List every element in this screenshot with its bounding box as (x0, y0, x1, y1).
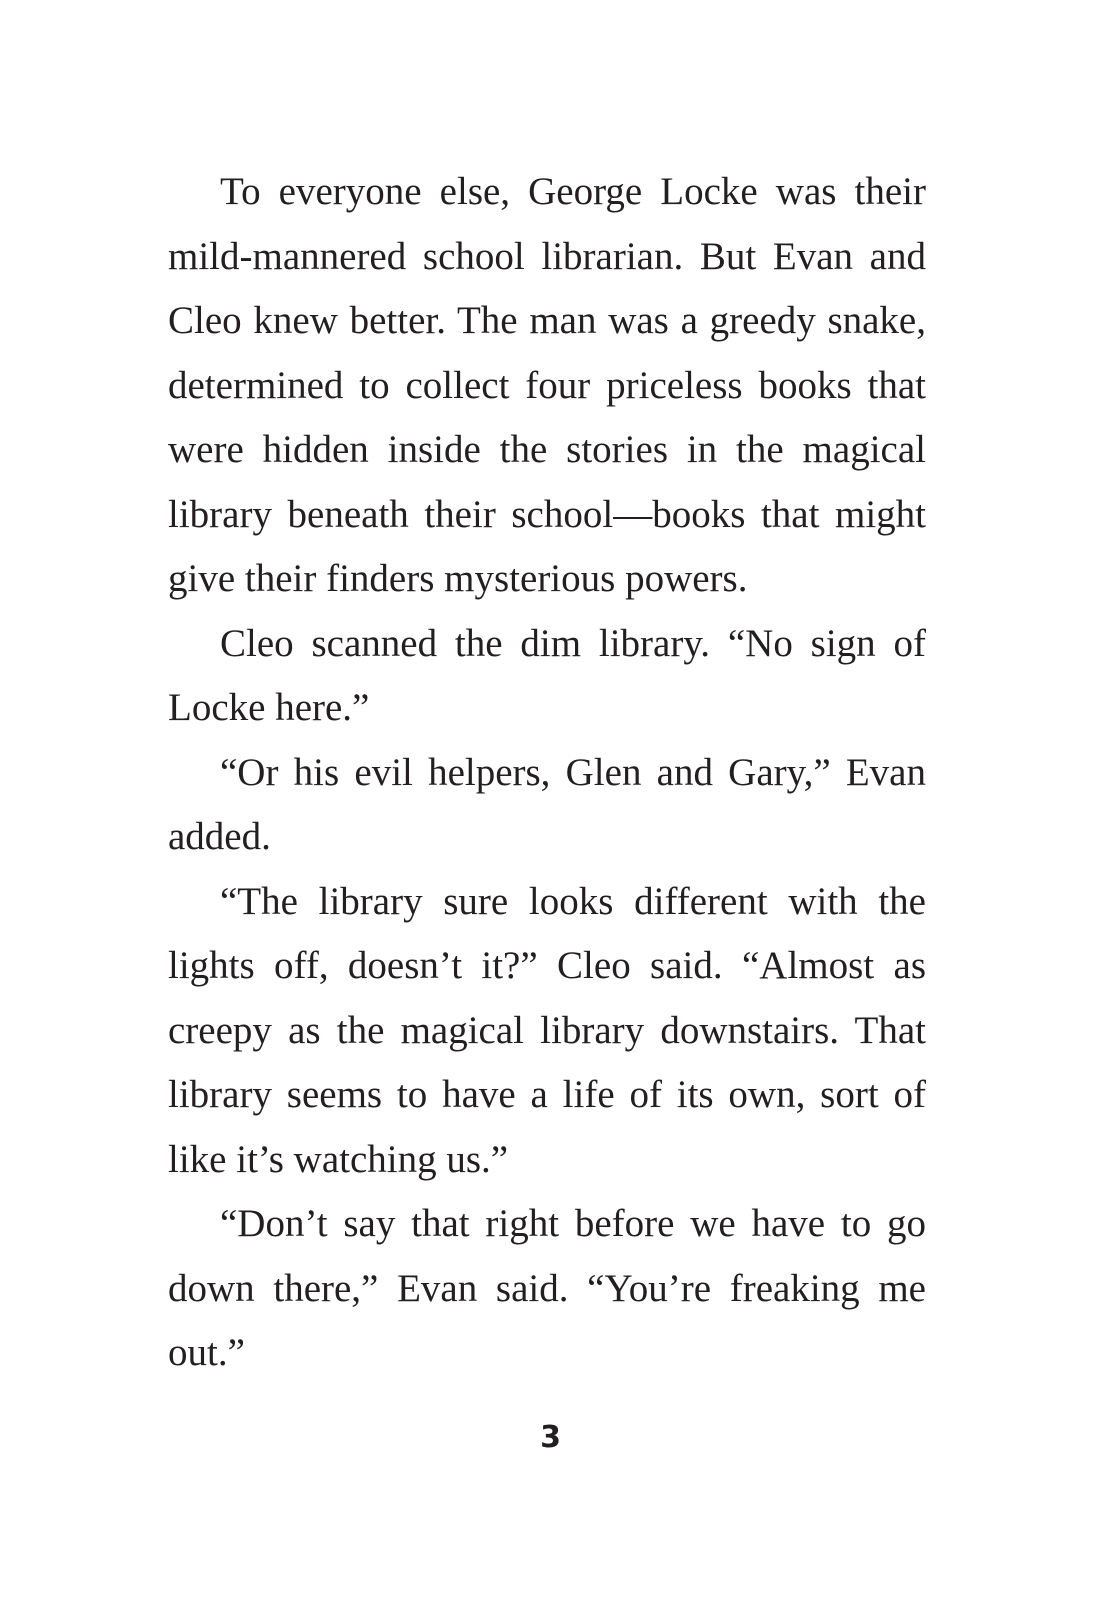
paragraph: “Don’t say that right before we have to go down there,” Evan said. “You’re freaking me out.” (168, 1202, 926, 1374)
page-number: 3 (540, 1420, 561, 1455)
paragraph: Cleo scanned the dim library. “No sign of Locke here.” (168, 621, 926, 729)
body-text (168, 160, 926, 1386)
paragraph: “The library sure looks different with the lights off, doesn’t it?” Cleo said. “Almost as creepy as the magical library downstairs. That library seems to have a life of its own, sort of like it’s watching us.” (168, 879, 926, 1181)
paragraph: To everyone else, George Locke was their mild-mannered school librarian. But Evan and Cleo knew better. The man was a greedy snake, determined to collect four priceless books that were hidden inside the stories in the magical library beneath their school—books that might give their finders mysterious powers. (168, 170, 926, 600)
paragraph: “Or his evil helpers, Glen and Gary,” Evan added. (168, 750, 926, 858)
